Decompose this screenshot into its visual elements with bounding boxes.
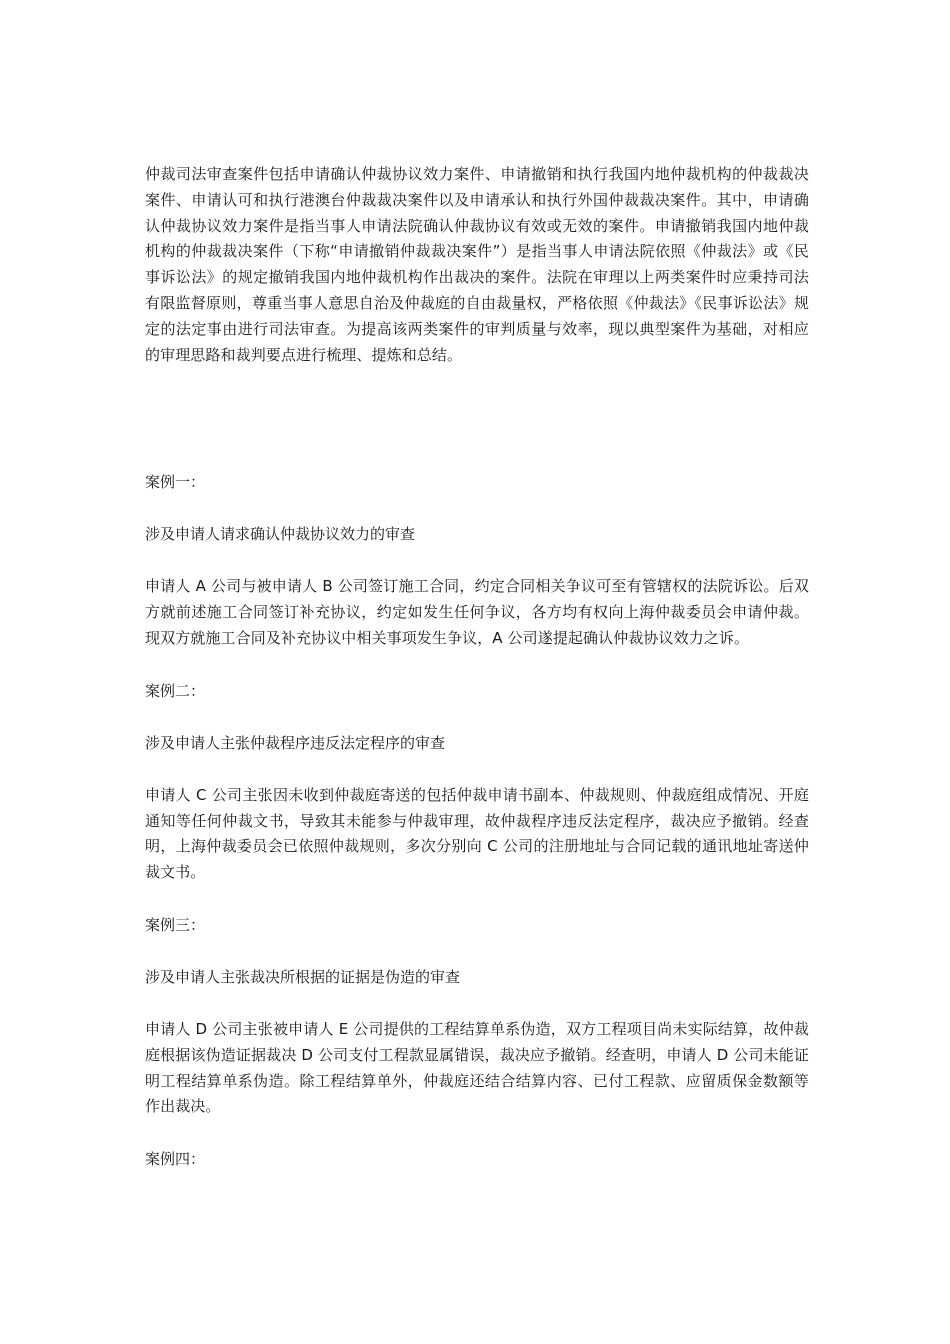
case-body: 申请人 D 公司主张被申请人 E 公司提供的工程结算单系伪造，双方工程项目尚未实际结算，故仲裁庭根据该伪造证据裁决 D 公司支付工程款显属错误，裁决应予撤销。经查明，申请人 D 公司未能证明工程结算单系伪造。除工程结算单外，仲裁庭还结合结算内容、已付工程款、应留质保金数额等作出裁决。 (145, 1019, 809, 1116)
case-label: 案例一： (145, 473, 206, 492)
case-3 (145, 913, 809, 1120)
case-label: 案例二： (145, 681, 206, 700)
case-4 (145, 1147, 809, 1172)
case-title: 涉及申请人主张仲裁程序违反法定程序的审查 (145, 733, 446, 752)
case-title: 涉及申请人请求确认仲裁协议效力的审查 (145, 525, 416, 544)
case-label: 案例三： (145, 915, 206, 934)
document-page (145, 162, 809, 1199)
case-1 (145, 470, 809, 651)
case-body: 申请人 A 公司与被申请人 B 公司签订施工合同，约定合同相关争议可至有管辖权的法院诉讼。后双方就前述施工合同签订补充协议，约定如发生任何争议，各方均有权向上海仲裁委员会申请仲裁。现双方就施工合同及补充协议中相关事项发生争议，A 公司遂提起确认仲裁协议效力之诉。 (145, 577, 809, 647)
case-label: 案例四： (145, 1150, 206, 1169)
case-body: 申请人 C 公司主张因未收到仲裁庭寄送的包括仲裁申请书副本、仲裁规则、仲裁庭组成情况、开庭通知等任何仲裁文书，导致其未能参与仲裁审理，故仲裁程序违反法定程序，裁决应予撤销。经查明，上海仲裁委员会已依照仲裁规则，多次分别向 C 公司的注册地址与合同记载的通讯地址寄送仲裁文书。 (145, 785, 809, 882)
intro-paragraph: 仲裁司法审查案件包括申请确认仲裁协议效力案件、申请撤销和执行我国内地仲裁机构的仲裁裁决案件、申请认可和执行港澳台仲裁裁决案件以及申请承认和执行外国仲裁裁决案件。其中，申请确认仲裁协议效力案件是指当事人申请法院确认仲裁协议有效或无效的案件。申请撤销我国内地仲裁机构的仲裁裁决案件（下称“申请撤销仲裁裁决案件”）是指当事人申请法院依照《仲裁法》或《民事诉讼法》的规定撤销我国内地仲裁机构作出裁决的案件。法院在审理以上两类案件时应秉持司法有限监督原则，尊重当事人意思自治及仲裁庭的自由裁量权，严格依照《仲裁法》《民事诉讼法》规定的法定事由进行司法审查。为提高该两类案件的审判质量与效率，现以典型案件为基础，对相应的审理思路和裁判要点进行梳理、提炼和总结。 (145, 165, 809, 364)
case-2 (145, 679, 809, 886)
case-title: 涉及申请人主张裁决所根据的证据是伪造的审查 (145, 967, 461, 986)
